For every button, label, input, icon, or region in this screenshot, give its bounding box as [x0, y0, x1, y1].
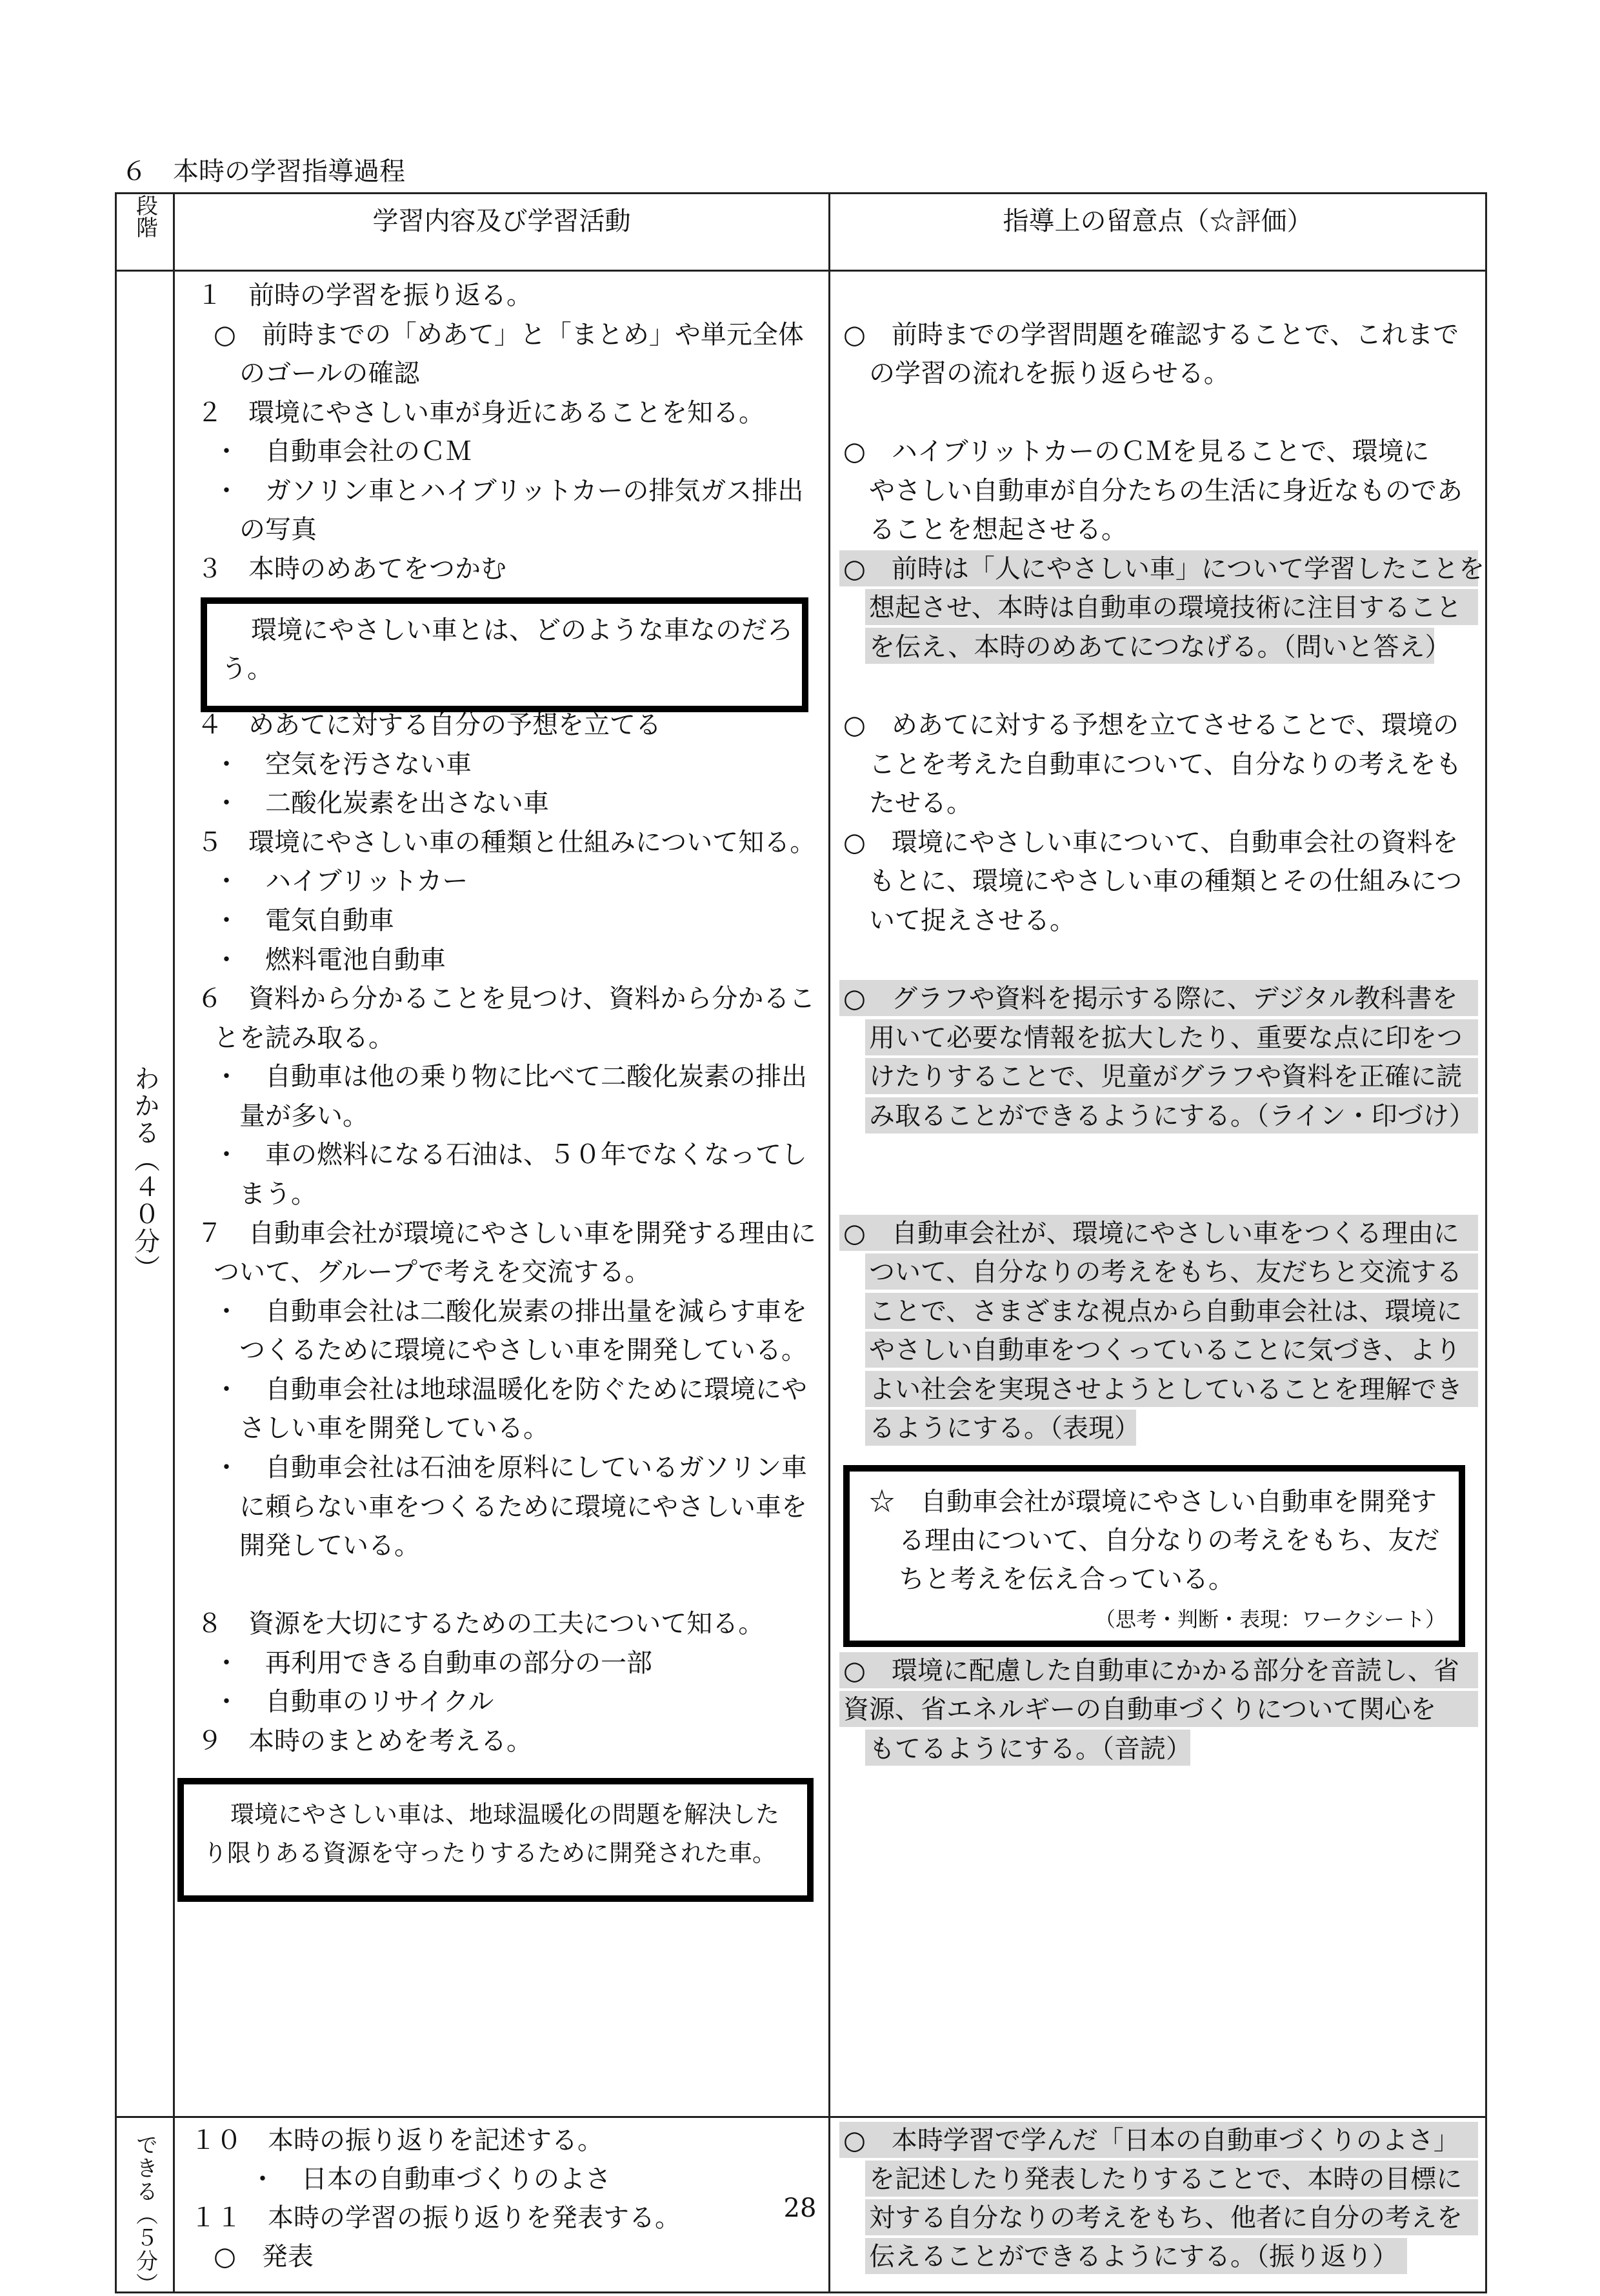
- section-heading: ６ 本時の学習指導過程: [121, 157, 405, 186]
- lesson-process-table: [115, 192, 1487, 2296]
- activity-line: ・ 自動車会社は石油を原料にしているガソリン車: [214, 1453, 807, 1482]
- activity-line: ・ 空気を汚さない車: [214, 750, 472, 779]
- eval-text-line: ☆ 自動車会社が環境にやさしい自動車を開発す: [869, 1487, 1437, 1517]
- activity-line: １０ 本時の振り返りを記述する。: [190, 2126, 603, 2155]
- activity-line: ○ 前時までの「めあて」と「まとめ」や単元全体: [214, 320, 804, 350]
- note-line: ○ 前時までの学習問題を確認することで、これまで: [843, 320, 1459, 350]
- activity-line: ・ 電気自動車: [214, 906, 394, 935]
- notes-cell-wakaru: [830, 271, 1486, 2117]
- header-notes: 指導上の留意点（☆評価）: [830, 194, 1486, 271]
- note-line: たせる。: [869, 788, 972, 818]
- activity-line: ・ 再利用できる自動車の部分の一部: [214, 1648, 652, 1678]
- activity-line: ・ ガソリン車とハイブリットカーの排気ガス排出: [214, 476, 804, 506]
- activity-line: ９ 本時のまとめを考える。: [197, 1726, 532, 1756]
- note-line: ことを考えた自動車について、自分なりの考えをも: [869, 750, 1462, 779]
- meate-box: [201, 597, 808, 712]
- note-line: 資源、省エネルギーの自動車づくりについて関心を: [843, 1695, 1437, 1724]
- activity-line: ・ 自動車のリサイクル: [214, 1687, 494, 1717]
- note-line: を記述したり発表したりすることで、本時の目標に: [869, 2164, 1463, 2194]
- meate-text-line: 環境にやさしい車とは、どのような車なのだろ: [251, 615, 793, 645]
- activity-line: ついて、グループで考えを交流する。: [214, 1257, 651, 1287]
- activity-line: ４ めあてに対する自分の予想を立てる: [197, 710, 661, 740]
- activity-line: ・ 自動車会社のＣＭ: [214, 437, 472, 466]
- note-line: やさしい自動車をつくっていることに気づき、より: [869, 1335, 1461, 1365]
- note-line: やさしい自動車が自分たちの生活に身近なものであ: [869, 476, 1463, 506]
- activity-line: ・ 自動車会社は二酸化炭素の排出量を減らす車を: [214, 1297, 807, 1326]
- note-line: もとに、環境にやさしい車の種類とその仕組みにつ: [869, 866, 1463, 896]
- note-line: もてるようにする。（音読）: [869, 1734, 1192, 1764]
- header-stage: [116, 194, 174, 271]
- activity-line: 開発している。: [239, 1531, 420, 1561]
- note-line: ○ 前時は「人にやさしい車」について学習したことを: [843, 554, 1485, 584]
- note-line: ることを想起させる。: [869, 515, 1127, 544]
- header-stage-label: 段階: [132, 194, 158, 238]
- note-line: み取ることができるようにする。（ライン・印づけ）: [869, 1101, 1475, 1131]
- note-line: けたりすることで、児童がグラフや資料を正確に読: [869, 1062, 1463, 1092]
- activity-line: １１ 本時の学習の振り返りを発表する。: [190, 2203, 681, 2233]
- note-line: ○ ハイブリットカーのＣＭを見ることで、環境に: [843, 437, 1430, 466]
- activity-line: に頼らない車をつくるために環境にやさしい車を: [239, 1492, 807, 1522]
- activity-line: ・ 日本の自動車づくりのよさ: [250, 2164, 611, 2194]
- eval-text-line: る理由について、自分なりの考えをもち、友だ: [899, 1526, 1440, 1555]
- note-line: ○ 本時学習で学んだ「日本の自動車づくりのよさ」: [843, 2126, 1459, 2155]
- note-line: 用いて必要な情報を拡大したり、重要な点に印をつ: [869, 1023, 1463, 1053]
- activity-line: まう。: [239, 1179, 317, 1209]
- note-line: るようにする。（表現）: [869, 1413, 1140, 1443]
- activity-line: ・ 自動車は他の乗り物に比べて二酸化炭素の排出: [214, 1062, 807, 1092]
- matome-box: [177, 1778, 814, 1902]
- activity-line: 量が多い。: [239, 1101, 368, 1131]
- stage-label-dekiru: できる（５分）: [132, 2133, 158, 2296]
- activity-line: ２ 環境にやさしい車が身近にあることを知る。: [197, 398, 765, 428]
- table-header-row: [116, 194, 1486, 271]
- header-activities: 学習内容及び学習活動: [174, 194, 830, 271]
- stage-label-wakaru: わかる（４０分）: [130, 1065, 160, 1282]
- note-line: を伝え、本時のめあてにつなげる。（問いと答え）: [869, 632, 1451, 662]
- activity-line: ・ 車の燃料になる石油は、５０年でなくなってし: [214, 1140, 807, 1170]
- note-line: 対する自分なりの考えをもち、他者に自分の考えを: [869, 2203, 1463, 2233]
- activity-line: １ 前時の学習を振り返る。: [197, 281, 532, 310]
- note-line: ○ 自動車会社が、環境にやさしい車をつくる理由に: [843, 1219, 1459, 1248]
- activity-line: ・ ハイブリットカー: [214, 866, 468, 896]
- note-line: ○ 環境に配慮した自動車にかかる部分を音読し、省: [843, 1656, 1459, 1686]
- matome-text-line: 環境にやさしい車は、地球温暖化の問題を解決した: [230, 1801, 779, 1828]
- activities-cell-wakaru: [174, 271, 830, 2117]
- activity-line: ８ 資源を大切にするための工夫について知る。: [197, 1609, 765, 1639]
- note-line: 伝えることができるようにする。（振り返り）: [869, 2242, 1398, 2271]
- matome-text-line: り限りある資源を守ったりするために開発された車。: [203, 1839, 776, 1867]
- activity-line: ○ 発表: [214, 2242, 314, 2271]
- note-line: ことで、さまざまな視点から自動車会社は、環境に: [869, 1297, 1463, 1326]
- note-line: ○ 環境にやさしい車について、自動車会社の資料を: [843, 828, 1459, 857]
- activity-line: ６ 資料から分かることを見つけ、資料から分かるこ: [197, 984, 815, 1013]
- activity-line: ・ 二酸化炭素を出さない車: [214, 788, 549, 818]
- activity-line: ・ 燃料電池自動車: [214, 945, 446, 975]
- stage-row-wakaru: [116, 271, 1486, 2117]
- activity-line: さしい車を開発している。: [239, 1413, 549, 1443]
- note-line: の学習の流れを振り返らせる。: [869, 359, 1230, 388]
- activity-line: の写真: [239, 515, 317, 544]
- eval-criteria: （思考・判断・表現：ワークシート）: [1095, 1607, 1446, 1632]
- stage-cell-wakaru: [116, 271, 174, 2117]
- activity-line: ３ 本時のめあてをつかむ: [197, 554, 506, 584]
- note-line: 想起させ、本時は自動車の環境技術に注目すること: [869, 593, 1462, 623]
- activity-line: ５ 環境にやさしい車の種類と仕組みについて知る。: [197, 828, 816, 857]
- evaluation-box: [843, 1465, 1465, 1647]
- activity-line: ・ 自動車会社は地球温暖化を防ぐために環境にや: [214, 1375, 807, 1404]
- activity-line: つくるために環境にやさしい車を開発している。: [239, 1335, 807, 1365]
- note-line: ○ グラフや資料を掲示する際に、デジタル教科書を: [843, 984, 1458, 1013]
- activity-line: ７ 自動車会社が環境にやさしい車を開発する理由に: [197, 1219, 816, 1248]
- note-line: よい社会を実現させようとしていることを理解でき: [869, 1375, 1463, 1404]
- note-line: ついて、自分なりの考えをもち、友だちと交流する: [869, 1257, 1463, 1287]
- activity-line: のゴールの確認: [239, 359, 420, 388]
- note-line: ○ めあてに対する予想を立てさせることで、環境の: [843, 710, 1459, 740]
- eval-text-line: ちと考えを伝え合っている。: [899, 1564, 1234, 1594]
- note-line: いて捉えさせる。: [869, 906, 1075, 935]
- meate-text-line: う。: [221, 654, 273, 684]
- page-number: 28: [783, 2193, 817, 2223]
- activity-line: とを読み取る。: [214, 1023, 394, 1053]
